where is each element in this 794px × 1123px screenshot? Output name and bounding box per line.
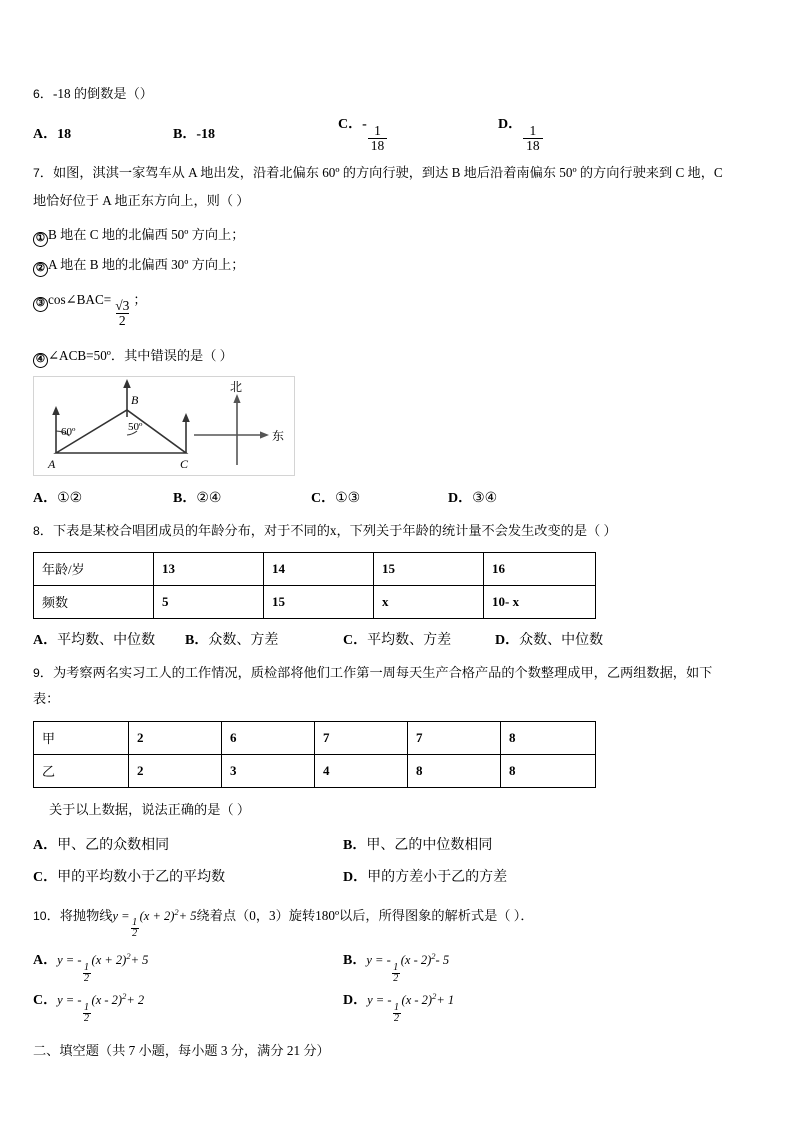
fraction-numerator: 1 — [132, 917, 138, 929]
question-9-stem-line2: 表： — [33, 690, 60, 706]
option-b-equation — [366, 951, 450, 984]
question-8-text: ．下表是某校合唱团成员的年龄分布，对于不同的x，下列关于年龄的统计量不会发生改变的是（ ） — [39, 522, 617, 538]
table-cell: 8 — [408, 754, 501, 787]
equation-exponent: 2 — [122, 991, 127, 1002]
option-a-label: A． — [33, 490, 58, 506]
option-b-label: B． — [173, 127, 197, 142]
question-9-options-row2 — [33, 866, 763, 886]
fraction-denominator: 2 — [393, 972, 399, 984]
question-8-table — [33, 552, 596, 619]
table-cell: 16 — [484, 552, 596, 585]
question-10-stem — [33, 902, 763, 940]
page-body — [33, 80, 763, 1062]
fraction-numerator: 1 — [374, 123, 381, 139]
table-row — [34, 754, 596, 787]
vertex-label-a: A — [48, 456, 56, 471]
question-7-statement-4 — [33, 344, 763, 368]
fraction-numerator: 1 — [84, 961, 90, 973]
question-6-text: ． — [39, 86, 53, 101]
table-cell: 15 — [264, 585, 374, 618]
fraction-numerator: 1 — [84, 1001, 90, 1013]
equation-exponent: 2 — [126, 951, 131, 962]
question-9-table — [33, 721, 596, 788]
table-row — [34, 585, 596, 618]
fraction-denominator: 18 — [368, 138, 388, 153]
table-cell: 8 — [501, 721, 596, 754]
option-d-label: D． — [343, 869, 368, 885]
equation-coefficient-fraction — [131, 918, 139, 939]
figure-svg — [34, 377, 294, 475]
table-cell: 7 — [408, 721, 501, 754]
compass-east-arrowhead — [260, 431, 269, 438]
fraction-numerator: 1 — [529, 123, 537, 139]
equation-binomial: (x - 2) — [400, 953, 432, 968]
equation-binomial: (x + 2) — [139, 909, 175, 924]
fraction-numerator: 1 — [394, 1001, 400, 1013]
equation-tail: + 2 — [126, 993, 145, 1008]
question-10-number: 10 — [33, 909, 47, 924]
option-c-label: C． — [33, 993, 58, 1009]
option-a-label: A． — [33, 632, 58, 648]
table-cell: 5 — [154, 585, 264, 618]
equation-coefficient-fraction — [393, 1003, 401, 1024]
option-c-text: 平均数、方差 — [367, 632, 452, 648]
question-7-number: 7 — [33, 166, 40, 180]
triangle-abc — [56, 410, 186, 453]
option-b-label: B． — [185, 632, 209, 648]
row-header-age: 年龄/岁 — [34, 552, 154, 585]
option-c-label: C． — [311, 490, 336, 506]
question-7-statement-3 — [33, 290, 763, 328]
equation-tail: + 5 — [178, 909, 197, 924]
equation-lhs: y = - — [57, 993, 82, 1008]
option-b-label: B． — [343, 837, 367, 853]
angle-label-a: 60º — [61, 425, 76, 438]
equation-binomial: (x - 2) — [91, 993, 123, 1008]
table-cell: 4 — [315, 754, 408, 787]
option-c-text: 甲的平均数小于乙的平均数 — [57, 869, 226, 885]
statement-3-suffix: ； — [133, 292, 147, 307]
option-d-fraction — [523, 124, 543, 153]
equation-lhs: y = - — [367, 993, 392, 1008]
question-7-options — [33, 486, 763, 508]
fraction-numerator: √3 — [115, 298, 130, 314]
table-cell: 8 — [501, 754, 596, 787]
question-10-suffix: 绕着点（0，3）旋转180º以后，所得图象的解析式是（ ）． — [196, 908, 534, 924]
statement-marker-3: ③ — [33, 297, 48, 312]
option-a-marks: ①② — [57, 490, 83, 506]
question-6-body: -18 的倒数是（ — [52, 86, 140, 101]
question-9-number: 9 — [33, 665, 40, 680]
option-b-text: 众数、方差 — [208, 632, 279, 648]
fraction-denominator: 2 — [132, 928, 138, 940]
question-6-stem — [33, 80, 763, 108]
table-row — [34, 721, 596, 754]
fraction-denominator: 2 — [116, 313, 129, 328]
question-9-followup: 关于以上数据，说法正确的是（ ） — [49, 801, 251, 817]
statement-text-3: cos∠BAC= — [48, 292, 112, 307]
option-d-equation — [367, 991, 455, 1024]
question-9-options-row1 — [33, 834, 763, 854]
table-cell: x — [374, 585, 484, 618]
compass-east-label: 东 — [272, 428, 285, 443]
section-2-heading: 二、填空题（共 7 小题，每小题 3 分，满分 21 分） — [33, 1042, 330, 1058]
fraction-denominator: 2 — [84, 1012, 90, 1024]
option-c-label: C． — [338, 117, 363, 133]
option-b-marks: ②④ — [196, 490, 222, 506]
question-10-options-row1 — [33, 951, 763, 984]
table-cell: 3 — [222, 754, 315, 787]
question-6-close-paren: ） — [139, 86, 153, 101]
option-c-fraction — [368, 124, 388, 153]
table-row — [34, 552, 596, 585]
row-header-worker-yi: 乙 — [34, 754, 129, 787]
question-9-stem-line1 — [33, 661, 763, 685]
table-cell: 15 — [374, 552, 484, 585]
cos-value-fraction — [112, 299, 132, 328]
question-8-stem — [33, 520, 763, 542]
question-8-options — [33, 629, 763, 649]
equation-lhs: y = - — [366, 953, 391, 968]
equation-lhs: y = - — [57, 953, 82, 968]
option-b-label: B． — [173, 490, 197, 506]
question-7-statement-2 — [33, 250, 763, 280]
compass-north-label: 北 — [230, 379, 243, 394]
table-cell: 7 — [315, 721, 408, 754]
equation-tail: + 1 — [436, 993, 455, 1008]
equation-coefficient-fraction — [83, 963, 91, 984]
compass-north-arrowhead — [233, 394, 240, 403]
equation-tail: - 5 — [435, 953, 450, 968]
question-7-line1-text: ．如图，淇淇一家驾车从 A 地出发，沿着北偏东 60º 的方向行驶，到达 B 地后沿着南偏东 50º 的方向行驶来到 C 地，C — [39, 165, 723, 180]
question-10-options-row2 — [33, 991, 763, 1024]
equation-coefficient-fraction — [83, 1003, 91, 1024]
question-8-number: 8 — [33, 523, 40, 538]
option-a-label: A． — [33, 837, 58, 853]
table-cell: 14 — [264, 552, 374, 585]
option-a-text: 平均数、中位数 — [57, 632, 156, 648]
table-cell: 10- x — [484, 585, 596, 618]
option-a-text: 18 — [57, 127, 72, 142]
option-c-equation — [57, 991, 145, 1024]
statement-text-1: B 地在 C 地的北偏西 50º 方向上； — [48, 227, 245, 242]
option-a-label: A． — [33, 127, 58, 142]
option-b-text: 甲、乙的中位数相同 — [366, 837, 493, 853]
option-d-text: 众数、中位数 — [519, 632, 604, 648]
option-d-label: D． — [495, 632, 520, 648]
row-header-frequency: 频数 — [34, 585, 154, 618]
question-7-statement-1 — [33, 220, 763, 250]
option-c-label: C． — [33, 869, 58, 885]
question-7-stem-line2: 地恰好位于 A 地正东方向上，则（ ） — [33, 193, 250, 208]
table-cell: 2 — [129, 721, 222, 754]
option-a-label: A． — [33, 953, 58, 969]
option-d-marks: ③④ — [472, 490, 498, 506]
angle-label-b: 50º — [128, 420, 143, 433]
option-d-label: D． — [343, 993, 368, 1009]
equation-binomial: (x + 2) — [91, 953, 127, 968]
table-cell: 13 — [154, 552, 264, 585]
equation-binomial: (x - 2) — [401, 993, 433, 1008]
equation-exponent: 2 — [174, 906, 179, 917]
statement-text-2: A 地在 B 地的北偏西 30º 方向上； — [48, 257, 245, 272]
option-c-label: C． — [343, 632, 368, 648]
north-arrowhead-a — [52, 406, 60, 415]
option-b-text: -18 — [196, 127, 216, 142]
option-a-equation — [57, 951, 149, 984]
equation-exponent: 2 — [431, 951, 436, 962]
question-9-line1-text: ．为考察两名实习工人的工作情况，质检部将他们工作第一周每天生产合格产品的个数整理成甲，乙两组数据，如下 — [39, 664, 713, 680]
question-6-options — [33, 116, 763, 153]
equation-lhs: y = — [112, 909, 130, 924]
fraction-denominator: 2 — [84, 972, 90, 984]
question-7-stem-line1 — [33, 160, 763, 186]
statement-marker-4: ④ — [33, 353, 48, 368]
option-d-label: D． — [448, 490, 473, 506]
vertex-label-b: B — [131, 392, 139, 407]
north-arrowhead-c — [182, 413, 190, 422]
row-header-worker-jia: 甲 — [34, 721, 129, 754]
equation-tail: + 5 — [130, 953, 149, 968]
equation-coefficient-fraction — [392, 963, 400, 984]
statement-marker-1: ① — [33, 232, 48, 247]
question-10-prefix: ．将抛物线 — [46, 908, 113, 924]
option-a-text: 甲、乙的众数相同 — [57, 837, 170, 853]
fraction-denominator: 2 — [394, 1012, 400, 1024]
option-c-sign: - — [362, 117, 367, 133]
equation-exponent: 2 — [432, 991, 437, 1002]
option-b-label: B． — [343, 953, 367, 969]
question-7-figure — [33, 376, 295, 476]
question-10-equation — [112, 906, 197, 940]
statement-marker-2: ② — [33, 262, 48, 277]
vertex-label-c: C — [180, 456, 189, 471]
north-arrowhead-b — [123, 379, 131, 388]
option-d-label: D． — [498, 117, 523, 133]
fraction-denominator: 18 — [523, 138, 543, 153]
fraction-numerator: 1 — [393, 961, 399, 973]
question-6-number: 6 — [33, 87, 40, 101]
option-c-marks: ①③ — [335, 490, 361, 506]
option-d-text: 甲的方差小于乙的方差 — [367, 869, 508, 885]
table-cell: 6 — [222, 721, 315, 754]
table-cell: 2 — [129, 754, 222, 787]
statement-text-4: ∠ACB=50º．其中错误的是（ ） — [48, 347, 233, 363]
